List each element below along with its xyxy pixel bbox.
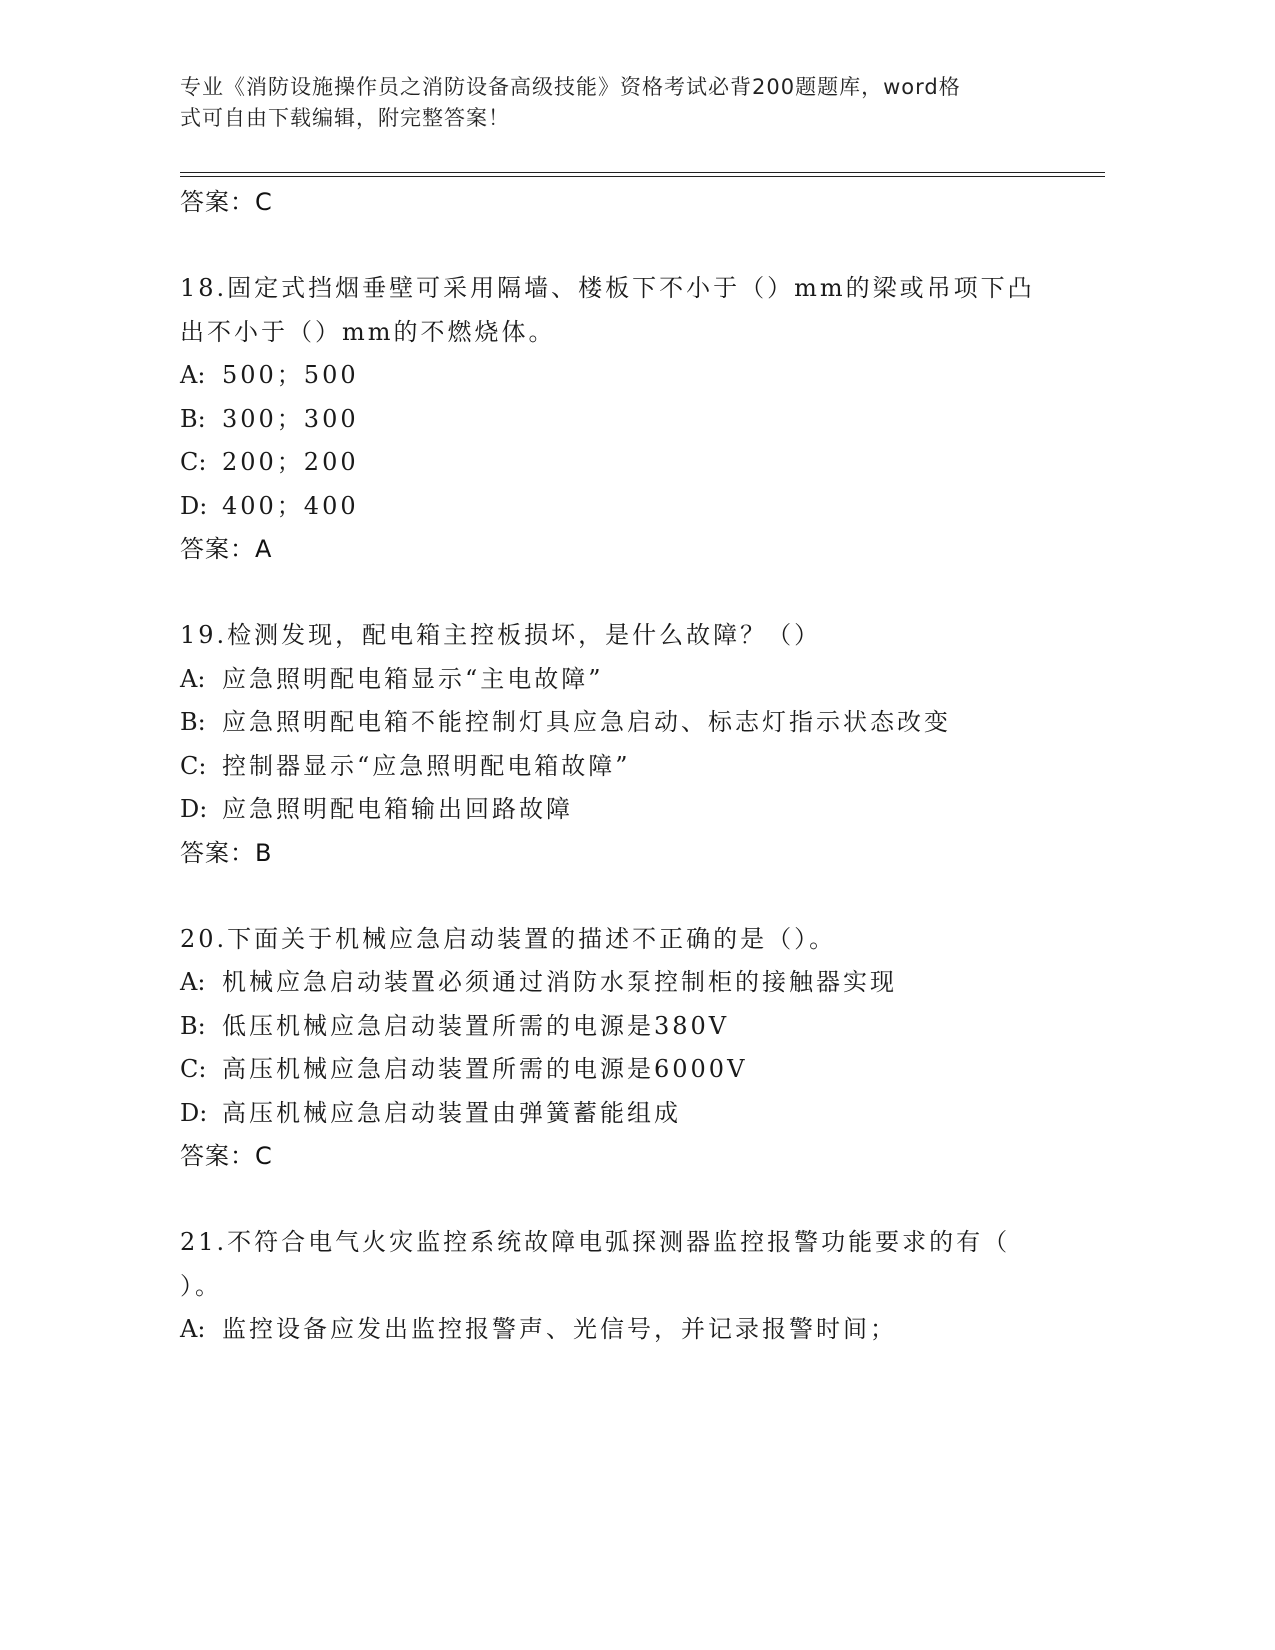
option-b xyxy=(180,701,1050,745)
option-key: C: xyxy=(180,1055,207,1083)
option-text: 300；300 xyxy=(222,404,359,433)
option-text: 机械应急启动装置必须通过消防水泵控制柜的接触器实现 xyxy=(222,968,897,996)
option-key: A: xyxy=(180,968,206,996)
option-text: 应急照明配电箱显示“主电故障” xyxy=(222,664,604,693)
option-key: A: xyxy=(180,361,206,389)
answer-line: 答案：B xyxy=(180,838,273,867)
option-key: B: xyxy=(180,708,206,736)
question-18 xyxy=(180,267,1050,571)
question-21 xyxy=(180,1221,1050,1352)
option-text: 高压机械应急启动装置由弹簧蓄能组成 xyxy=(222,1098,681,1127)
option-key: B: xyxy=(180,404,206,433)
option-key: A: xyxy=(180,664,206,693)
option-d xyxy=(180,788,1050,832)
answer-line: 答案：A xyxy=(180,535,273,563)
option-text: 500；500 xyxy=(222,361,359,389)
header-divider-bottom xyxy=(180,176,1105,177)
option-d xyxy=(180,1092,1050,1136)
option-a xyxy=(180,961,1050,1005)
header-line-2: 式可自由下载编辑，附完整答案！ xyxy=(180,106,510,130)
option-d xyxy=(180,485,1050,529)
header-divider-top xyxy=(180,172,1105,173)
option-a xyxy=(180,1308,1050,1352)
question-text: 19.检测发现，配电箱主控板损坏，是什么故障？（） xyxy=(180,621,822,649)
question-text: ）。 xyxy=(180,1271,222,1300)
answer-line: 答案：C xyxy=(180,188,273,216)
option-text: 200；200 xyxy=(222,448,359,476)
option-key: C: xyxy=(180,751,207,780)
option-b xyxy=(180,1005,1050,1049)
answer-line: 答案：C xyxy=(180,1142,273,1170)
question-19 xyxy=(180,614,1050,875)
option-c xyxy=(180,1048,1050,1092)
option-text: 高压机械应急启动装置所需的电源是6000V xyxy=(222,1055,748,1083)
option-key: B: xyxy=(180,1011,206,1040)
option-key: C: xyxy=(180,448,207,476)
question-text: 18.固定式挡烟垂壁可采用隔墙、楼板下不小于（）mm的梁或吊项下凸 xyxy=(180,274,1035,302)
option-a xyxy=(180,658,1050,702)
option-text: 应急照明配电箱不能控制灯具应急启动、标志灯指示状态改变 xyxy=(222,708,951,736)
option-a xyxy=(180,354,1050,398)
question-text: 出不小于（）mm的不燃烧体。 xyxy=(180,317,556,346)
option-key: A: xyxy=(180,1315,206,1343)
option-key: D: xyxy=(180,1098,208,1127)
header-line-1: 专业《消防设施操作员之消防设备高级技能》资格考试必背200题题库，word格 xyxy=(180,75,961,99)
question-list xyxy=(180,181,1050,1352)
option-key: D: xyxy=(180,795,208,823)
question-text: 20.下面关于机械应急启动装置的描述不正确的是（）。 xyxy=(180,924,837,953)
option-c xyxy=(180,441,1050,485)
option-text: 400；400 xyxy=(222,491,359,520)
document-header xyxy=(180,72,1030,134)
option-text: 控制器显示“应急照明配电箱故障” xyxy=(222,751,631,780)
option-key: D: xyxy=(180,491,208,520)
question-text: 21.不符合电气火灾监控系统故障电弧探测器监控报警功能要求的有（ xyxy=(180,1228,1011,1256)
option-c xyxy=(180,745,1050,789)
option-text: 监控设备应发出监控报警声、光信号，并记录报警时间； xyxy=(222,1315,897,1343)
option-text: 应急照明配电箱输出回路故障 xyxy=(222,795,573,823)
question-20 xyxy=(180,918,1050,1179)
option-text: 低压机械应急启动装置所需的电源是380V xyxy=(222,1011,730,1040)
option-b xyxy=(180,398,1050,442)
